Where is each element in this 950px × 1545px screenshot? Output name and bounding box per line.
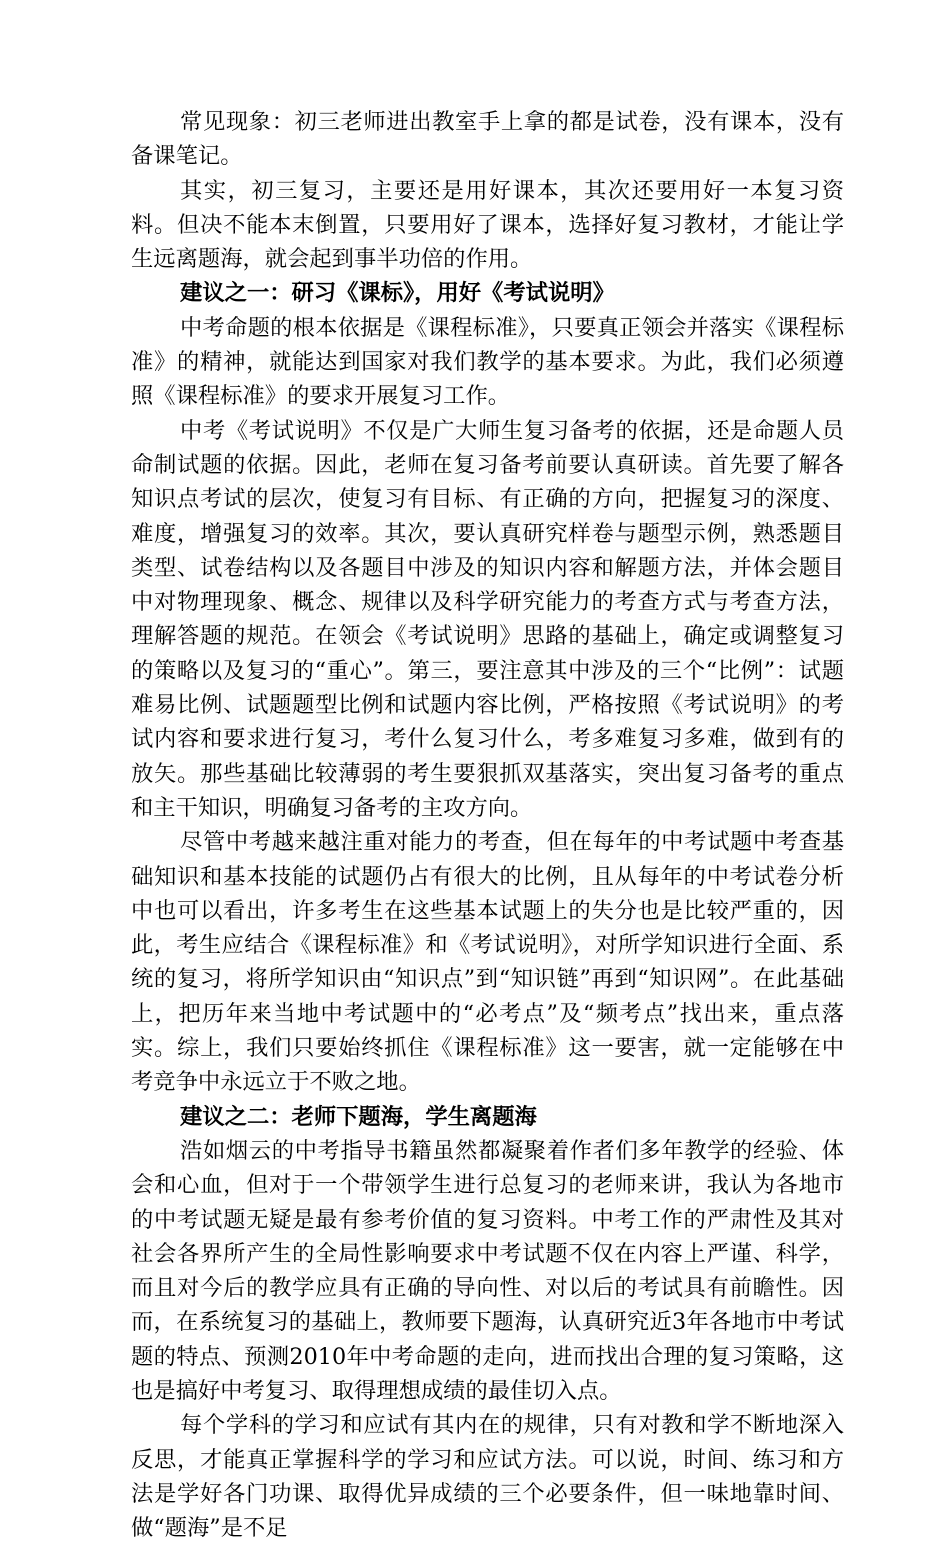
document-body [131,105,844,1545]
section-2-paragraph-1: 浩如烟云的中考指导书籍虽然都凝聚着作者们多年教学的经验、体会和心血，但对于一个带领学生进行总复习的老师来讲，我认为各地市的中考试题无疑是最有参考价值的复习资料。中考工作的严肃性及其对社会各界所产生的全局性影响要求中考试题不仅在内容上严谨、科学，而且对今后的教学应具有正确的导向性、对以后的考试具有前瞻性。因而，在系统复习的基础上，教师要下题海，认真研究近3年各地市中考试题的特点、预测2010年中考命题的走向，进而找出合理的复习策略，这也是搞好中考复习、取得理想成绩的最佳切入点。 [131,1137,844,1404]
section-1-paragraph-3: 尽管中考越来越注重对能力的考查，但在每年的中考试题中考查基础知识和基本技能的试题仍占有很大的比例，且从每年的中考试卷分析中也可以看出，许多考生在这些基本试题上的失分也是比较严重的，因此，考生应结合《课程标准》和《考试说明》，对所学知识进行全面、系统的复习，将所学知识由“知识点”到“知识链”再到“知识网”。在此基础上，把历年来当地中考试题中的“必考点”及“频考点”找出来，重点落实。综上，我们只要始终抓住《课程标准》这一要害，就一定能够在中考竞争中永远立于不败之地。 [131,829,844,1096]
intro-paragraph-1: 常见现象：初三老师进出教室手上拿的都是试卷，没有课本，没有备课笔记。 [131,109,844,170]
section-1-paragraph-1: 中考命题的根本依据是《课程标准》，只要真正领会并落实《课程标准》的精神，就能达到国家对我们教学的基本要求。为此，我们必须遵照《课程标准》的要求开展复习工作。 [131,314,844,410]
intro-paragraph-2: 其实，初三复习，主要还是用好课本，其次还要用好一本复习资料。但决不能本末倒置，只要用好了课本，选择好复习教材，才能让学生远离题海，就会起到事半功倍的作用。 [131,177,844,273]
section-2-heading: 建议之二：老师下题海，学生离题海 [180,1103,537,1130]
section-1-paragraph-2: 中考《考试说明》不仅是广大师生复习备考的依据，还是命题人员命制试题的依据。因此，老师在复习备考前要认真研读。首先要了解各知识点考试的层次，使复习有目标、有正确的方向，把握复习的深度、难度，增强复习的效率。其次，要认真研究样卷与题型示例，熟悉题目类型、试卷结构以及各题目中涉及的知识内容和解题方法，并体会题目中对物理现象、概念、规律以及科学研究能力的考查方式与考查方法，理解答题的规范。在领会《考试说明》思路的基础上，确定或调整复习的策略以及复习的“重心”。第三，要注意其中涉及的三个“比例”：试题难易比例、试题题型比例和试题内容比例，严格按照《考试说明》的考试内容和要求进行复习，考什么复习什么，考多难复习多难，做到有的放矢。那些基础比较薄弱的考生要狠抓双基落实，突出复习备考的重点和主干知识，明确复习备考的主攻方向。 [131,417,844,821]
section-2-paragraph-2: 每个学科的学习和应试有其内在的规律，只有对教和学不断地深入反思，才能真正掌握科学的学习和应试方法。可以说，时间、练习和方法是学好各门功课、取得优异成绩的三个必要条件，但一味地靠时间、做“题海”是不足 [131,1412,844,1542]
section-1-heading: 建议之一：研习《课标》，用好《考试说明》 [180,280,615,307]
